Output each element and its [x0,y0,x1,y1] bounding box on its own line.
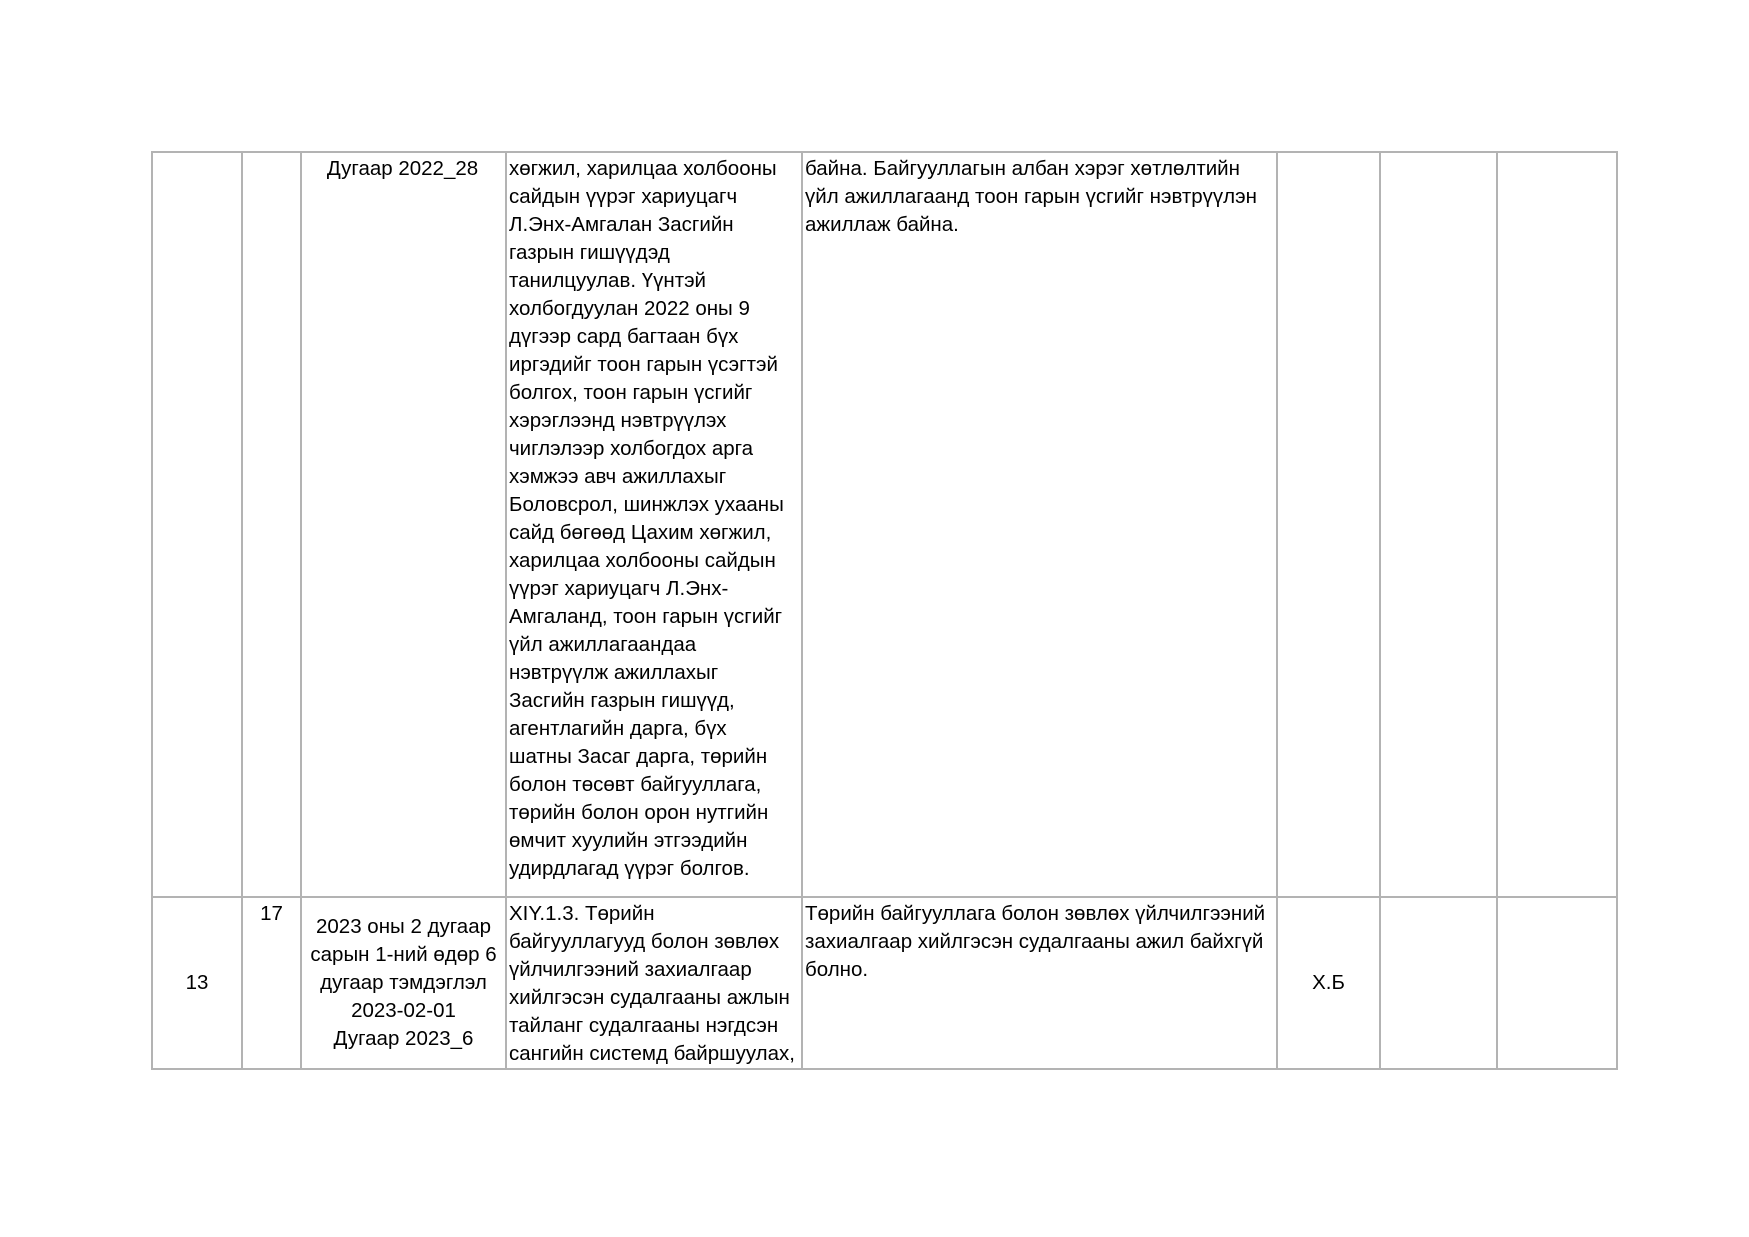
text-line: нэвтрүүлж ажиллахыг [509,661,719,684]
text-line: удирдлагад үүрэг болгов. [509,857,750,880]
text-line: сайд бөгөөд Цахим хөгжил, [509,521,772,544]
text-line: чиглэлээр холбогдох арга [509,437,754,460]
cell-extra-2 [1497,152,1617,897]
text-line: хөгжил, харилцаа холбооны [509,157,777,180]
text-line: үйл ажиллагаанд тоон гарын үсгийг нэвтрүүлэн [805,185,1257,208]
text-line: тайланг судалгааны нэгдсэн [509,1014,779,1037]
cell-reference [301,897,506,1069]
text-line: байгууллагууд болон зөвлөх [509,930,780,953]
cell-extra-1 [1380,152,1497,897]
cell-task [506,897,802,1069]
text-line: иргэдийг тоон гарын үсэгтэй [509,353,778,376]
text-line: Боловсрол, шинжлэх ухааны [509,493,784,516]
text-line: Амгаланд, тоон гарын үсгийг [509,605,783,628]
text-line: захиалгаар хийлгэсэн судалгааны ажил байхгүй [805,930,1264,953]
text-line: газрын гишүүдэд [509,241,670,264]
text-line: дугаар тэмдэглэл [320,971,487,994]
text-line: хэрэглээнд нэвтрүүлэх [509,409,727,432]
text-line: төрийн болон орон нутгийн [509,801,769,824]
text-line: Дугаар 2022_28 [326,157,479,180]
text-line: 2023-02-01 [351,999,456,1022]
text-line: танилцуулав. Үүнтэй [509,269,707,292]
text-line: үүрэг хариуцагч Л.Энх- [509,577,729,600]
text-line: болно. [805,958,869,981]
text-line: сарын 1-ний өдөр 6 [310,943,497,966]
cell-progress [802,897,1277,1069]
text-line: Дугаар 2023_6 [333,1027,474,1050]
text-line: холбогдуулан 2022 оны 9 [509,297,750,320]
text-line: үйлчилгээний захиалгаар [509,958,752,981]
text-line: байна. Байгууллагын албан хэрэг хөтлөлтийн [805,157,1240,180]
text-line: XIY.1.3. Төрийн [509,902,655,925]
text-line: дүгээр сард багтаан бүх [509,325,739,348]
cell-extra-1 [1380,897,1497,1069]
text-line: өмчит хуулийн этгээдийн [509,829,748,852]
table-row [152,897,1617,1069]
text-line: үйл ажиллагаандаа [509,633,697,656]
cell-extra-2 [1497,897,1617,1069]
text-line: сангийн системд байршуулах, [509,1042,795,1065]
text-line: харилцаа холбооны сайдын [509,549,776,572]
text-line: шатны Засаг дарга, төрийн [509,745,768,768]
text-line: сайдын үүрэг хариуцагч [509,185,738,208]
text-line: Төрийн байгууллага болон зөвлөх үйлчилгээний [805,902,1266,925]
text-line: Л.Энх-Амгалан Засгийн [509,213,734,236]
cell-number [152,152,242,897]
cell-reference [301,152,506,897]
text-line: Засгийн газрын гишүүд, [509,689,735,712]
cell-progress [802,152,1277,897]
cell-item: 17 [242,897,301,1069]
table-row [152,152,1617,897]
text-line: хийлгэсэн судалгааны ажлын [509,986,790,1009]
text-line: агентлагийн дарга, бүх [509,717,727,740]
text-line: ажиллаж байна. [805,213,959,236]
cell-item [242,152,301,897]
text-line: болон төсөвт байгууллага, [509,773,762,796]
cell-number: 13 [152,897,242,1069]
cell-responsible: Х.Б [1277,897,1380,1069]
text-line: 2023 оны 2 дугаар [316,915,491,938]
text-line: болгох, тоон гарын үсгийг [509,381,753,404]
text-line: хэмжээ авч ажиллахыг [509,465,727,488]
cell-responsible [1277,152,1380,897]
report-table [151,151,1618,1070]
cell-task [506,152,802,897]
